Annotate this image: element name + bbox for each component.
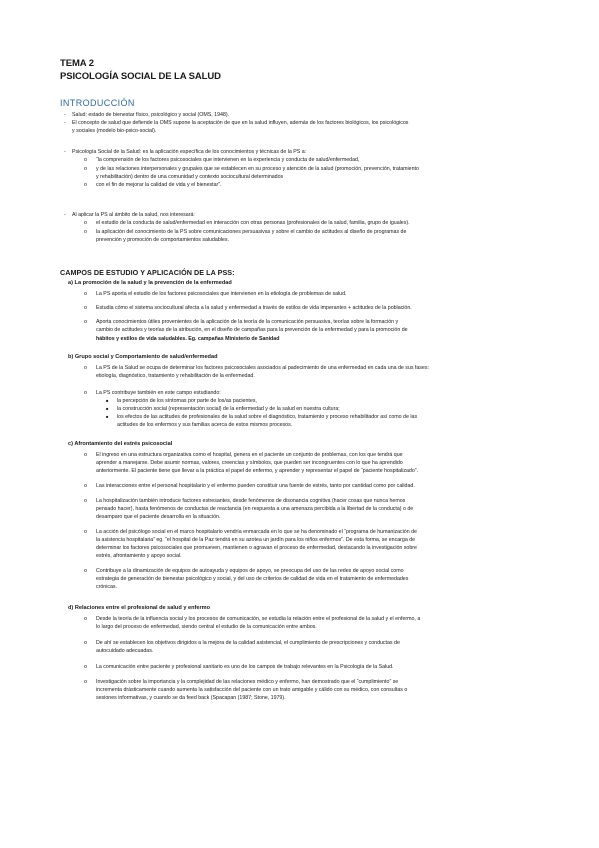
body-line: autocuidado adecuadas. — [96, 648, 154, 654]
body-line: sesiones informativas, y cuando se da feed back (Spacapan (1987; Stone, 1979). — [96, 695, 286, 701]
intro-line: la aplicación del conocimiento de la PS sobre comunicaciones persuasivas y sobre el cambio de actitudes al diseño de programas de — [96, 229, 407, 235]
bullet-circle: o — [84, 640, 87, 646]
subsection-heading: a) La promoción de la salud y la prevención de la enfermedad — [68, 280, 232, 286]
body-line: La hospitalización también introduce factores estresantes, desde fenómenos de disonancia cognitiva (hacer cosas que nunca hemos — [96, 498, 406, 504]
intro-line: Psicología Social de la Salud: es la aplicación específica de los conocimientos y técnicas de la PS a: — [72, 149, 307, 155]
page-title: PSICOLOGÍA SOCIAL DE LA SALUD — [60, 71, 221, 82]
body-line: lo largo del proceso de enfermedad, siendo central el estudio de la comunicación entre ambos. — [96, 624, 317, 630]
intro-line: prevención y promoción de comportamientos saludables. — [96, 237, 229, 243]
intro-line: el estudio de la conducta de salud/enfermedad en interacción con otras personas (profesionales de la salud, familia, grupo de iguales). — [96, 220, 410, 226]
intro-line: con el fin de mejorar la calidad de vida y el bienestar”. — [96, 182, 222, 188]
intro-line: y de las relaciones interpersonales y grupales que se establecen en su proceso y atención de la salud (promoción, prevención, tratamiento — [96, 166, 419, 172]
body-line: cambio de actitudes y teorías de la atribución, en el diseño de campañas para la prevención de la enfermedad y para la promoción de — [96, 327, 408, 333]
body-line: la construcción social (representación social) de la enfermedad y de la salud en nuestra cultura; — [117, 406, 340, 412]
intro-line: El concepto de salud que defiende la OMS supone la aceptación de que en la salud influyen, además de los factores biológicos, los psicológicos — [72, 120, 409, 126]
body-line: Investigación sobre la importancia y la complejidad de las relaciones médico y enfermo, han demostrado que el “cumplimiento” se — [96, 679, 399, 685]
bullet-circle: o — [84, 679, 87, 685]
body-line: hábitos y estilos de vida saludables. Eg. campañas Ministerio de Sanidad — [96, 336, 280, 342]
topic-number: TEMA 2 — [60, 58, 94, 69]
intro-line: “la comprensión de los factores psicosociales que intervienen en la experiencia y conducta de salud/enfermedad, — [96, 157, 360, 163]
intro-line: y sociales (modelo bio-psico-social). — [72, 128, 157, 134]
body-line: Contribuye a la dinamización de equipos de autoayuda y equipos de apoyo, se preocupa del uso de las redes de apoyo social como — [96, 568, 404, 574]
bullet-circle: o — [84, 498, 87, 504]
bullet-circle: o — [84, 182, 87, 188]
intro-line: Salud: estado de bienestar físico, psicológico y social (OMS, 1948). — [72, 112, 230, 118]
body-line: anteriormente. El paciente tiene que llevar a la práctica el papel de enfermo, y aprender y representar el papel de “paciente hospitalizado”. — [96, 468, 418, 474]
subsection-heading: c) Afrontamiento del estrés psicosocial — [68, 441, 173, 447]
bullet-circle: o — [84, 157, 87, 163]
bullet-circle: o — [84, 305, 87, 311]
bullet-dash: - — [64, 112, 66, 118]
bullet-circle: o — [84, 529, 87, 535]
bullet-circle: o — [84, 365, 87, 371]
bullet-circle: o — [84, 452, 87, 458]
subsection-heading: b) Grupo social y Comportamiento de salud/enfermedad — [68, 354, 218, 360]
body-line: La PS aporta el estudio de los factores psicosociales que intervienen en la etiología de problemas de salud. — [96, 291, 347, 297]
bullet-square: ■ — [106, 398, 109, 403]
bullet-dash: - — [64, 120, 66, 126]
intro-heading: INTRODUCCIÓN — [60, 98, 135, 108]
body-line: La comunicación entre paciente y profesional sanitario es uno de los campos de trabajo relevantes en la Psicología de la Salud. — [96, 664, 394, 670]
body-line: La PS contribuye también en este campo estudiando: — [96, 390, 221, 396]
body-line: los efectos de las actitudes de profesionales de la salud sobre el diagnóstico, tratamiento y proceso rehabilitador así como de las — [117, 414, 418, 420]
bullet-square: ■ — [106, 406, 109, 411]
section-heading: CAMPOS DE ESTUDIO Y APLICACIÓN DE LA PSS: — [60, 268, 235, 277]
body-line: actitudes de los enfermos y sus familias acerca de estos mismos procesos. — [117, 422, 293, 428]
body-line: etiología, diagnóstico, tratamiento y rehabilitación de la enfermedad. — [96, 373, 255, 379]
body-line: estrés, afrontamiento y apoyo social. — [96, 553, 182, 559]
intro-line: Al aplicar la PS al ámbito de la salud, nos interesará: — [72, 212, 195, 218]
bullet-circle: o — [84, 220, 87, 226]
body-line: Desde la teoría de la influencia social y los procesos de comunicación, se estudia la relación entre el profesional de la salud y el enfermo, a — [96, 616, 421, 622]
bullet-circle: o — [84, 229, 87, 235]
body-line: pensado hacer), hasta fenómenos de conductas de reactancia (en respuesta a una amenaza percibida a la libertad de la conducta) o de — [96, 506, 414, 512]
bullet-circle: o — [84, 664, 87, 670]
body-line: Aporta conocimientos útiles provenientes de la aplicación de la teoría de la comunicación persuasiva, teorías sobre la formación y — [96, 319, 399, 325]
body-line: incrementa drásticamente cuando aumenta la satisfacción del paciente con un trato amigable y cálido con su médico, con consultas o — [96, 687, 408, 693]
bullet-dash: - — [64, 212, 66, 218]
body-line: De ahí se establecen los objetivos dirigidos a la mejora de la calidad asistencial, el cumplimiento de prescripciones y conductas de — [96, 640, 400, 646]
body-line: la asistencia hospitalaria” eg. “el hospital de la Paz tendrá en su azotea un jardín para los niños enfermos”. De esta forma, se encarga de — [96, 537, 416, 543]
bullet-circle: o — [84, 319, 87, 325]
bullet-circle: o — [84, 568, 87, 574]
subsection-heading: d) Relaciones entre el profesional de salud y enfermo — [68, 605, 211, 611]
intro-line: y rehabilitación) dentro de una comunidad y contexto sociocultural determinados — [96, 174, 284, 180]
body-line: crónicas. — [96, 584, 118, 590]
bullet-square: ■ — [106, 414, 109, 419]
body-line: El ingreso en una estructura organizativa como el hospital, genera en el paciente un conjunto de problemas, con los que tendrá que — [96, 452, 403, 458]
body-line: Las interacciones entre el personal hospitalario y el enfermo pueden constituir una fuente de estrés, tanto por cantidad como por calidad. — [96, 483, 415, 489]
body-line: Estudia cómo el sistema sociocultural afecta a la salud y enfermedad a través de estilos de vida imperantes + actitudes de la población. — [96, 305, 412, 311]
body-line: determinar los factores psicosociales que promueven, mantienen o agravan el proceso de enfermedad, destacando la investigación sobre — [96, 545, 417, 551]
bullet-circle: o — [84, 616, 87, 622]
bullet-circle: o — [84, 291, 87, 297]
bullet-dash: - — [64, 149, 66, 155]
body-line: La acción del psicólogo social en el marco hospitalario vendría enmarcada en lo que se ha denominado el “programa de humanización de — [96, 529, 417, 535]
bullet-circle: o — [84, 390, 87, 396]
bullet-circle: o — [84, 166, 87, 172]
body-line: La PS de la Salud se ocupa de determinar los factores psicosociales asociados al padecimiento de una enfermedad en cada una de sus fases: — [96, 365, 429, 371]
body-line: desamparo que el paciente desarrolla en la situación. — [96, 514, 221, 520]
body-line: aprender a manejarse. Debe asumir normas, valores, creencias y símbolos, que pueden ser incongruentes con lo que ha aprendido — [96, 460, 403, 466]
bullet-circle: o — [84, 483, 87, 489]
body-line: estrategia de generación de bienestar psicológico y social, y del uso de criterios de calidad de vida en el tratamiento de enfermedades — [96, 576, 409, 582]
body-line: la percepción de los síntomas por parte de los/as pacientes, — [117, 398, 257, 404]
